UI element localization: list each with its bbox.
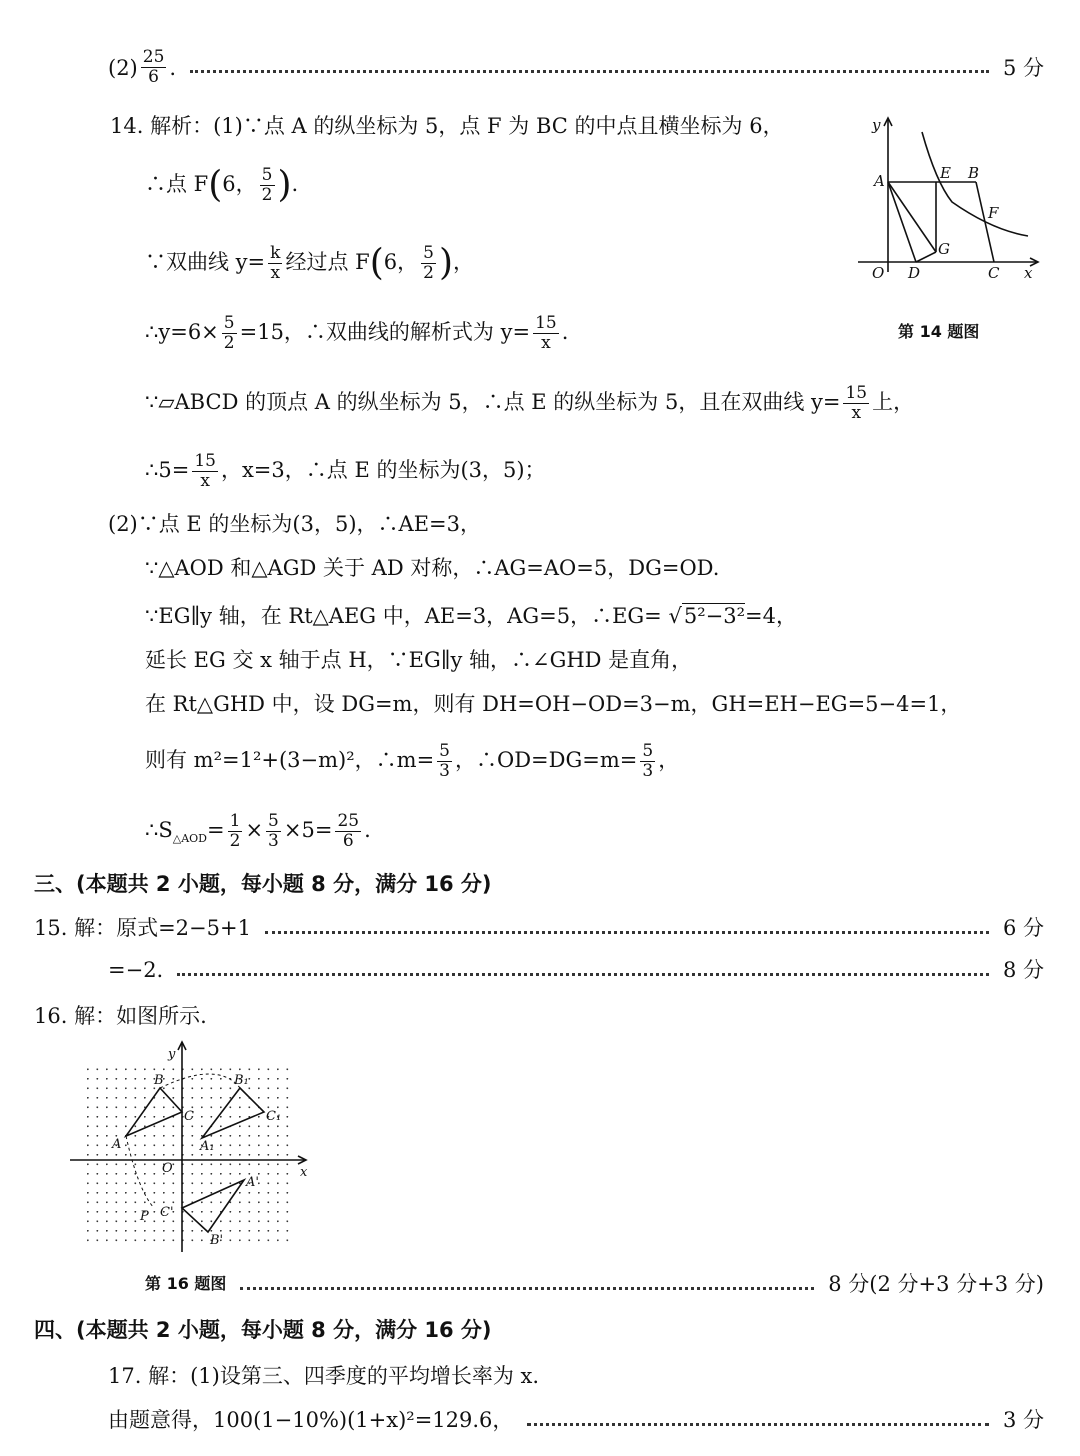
- fig14-label-B: B: [968, 164, 980, 182]
- period: .: [169, 55, 177, 80]
- dot-leader: [527, 1423, 989, 1426]
- q17-row-2: [108, 1406, 1044, 1434]
- fig14-label-A: A: [874, 172, 885, 190]
- score-label: 5 分: [1002, 55, 1044, 80]
- q14-line-3: ∵双曲线 y= $\frac{k}{x}$ 经过点 F(6， $\frac{5}{2}$ )，: [145, 242, 474, 284]
- fig14-label-D: D: [908, 264, 921, 282]
- q17-line-2: 由题意得，100(1−10%)(1+x)²=129.6，: [108, 1408, 514, 1432]
- fig16-label-C1: C₁: [266, 1109, 282, 1124]
- q14-part2-line-5: 在 Rt△GHD 中，设 DG=m，则有 DH=OH−OD=3−m，GH=EH−EG=5−4=1，: [145, 692, 962, 716]
- figure-14-caption: 第 14 题图: [898, 322, 980, 341]
- dot-leader: [190, 70, 989, 73]
- fig16-label-A: A: [112, 1137, 122, 1152]
- fig16-label-B2: B': [210, 1233, 224, 1248]
- fig16-label-B1: B₁: [234, 1073, 249, 1088]
- fig14-label-O: O: [872, 264, 885, 282]
- q14-part2-line-3: ∵EG∥y 轴，在 Rt△AEG 中，AE=3，AG=5，∴EG= √5²−3²=4，: [145, 604, 797, 628]
- q14-part2-line-6: 则有 m²=1²+(3−m)²，∴m= $\frac{5}{3}$ ，∴OD=DG=m= $\frac{5}{3}$ ，: [145, 741, 680, 781]
- fig14-label-E: E: [940, 164, 951, 182]
- q14-line-2: ∴点 F(6， $\frac{5}{2}$ ).: [145, 164, 299, 206]
- fig14-label-F: F: [988, 204, 999, 222]
- dot-leader: [177, 973, 989, 976]
- score-label: 8 分: [1002, 958, 1044, 982]
- score-label: 6 分: [1002, 916, 1044, 940]
- q16-line-1: 16. 解：如图所示.: [34, 1004, 207, 1028]
- fig16-label-P: P: [140, 1209, 149, 1224]
- dot-leader: [265, 931, 989, 934]
- q15-line-2: =−2.: [108, 958, 164, 982]
- fig16-label-C: C: [184, 1109, 194, 1124]
- score-label: 8 分(2 分+3 分+3 分): [828, 1272, 1044, 1296]
- answer-13-part2-row: [108, 48, 1044, 87]
- fraction: $\frac{25}{6}$: [142, 47, 165, 87]
- score-label: 3 分: [1002, 1408, 1044, 1432]
- q14-part2-line-1: (2)∵点 E 的坐标为(3，5)，∴AE=3，: [108, 512, 481, 536]
- section-4-heading: 四、(本题共 2 小题，每小题 8 分，满分 16 分): [34, 1318, 492, 1342]
- fig16-label-A1: A₁: [200, 1139, 215, 1154]
- part-label: (2): [108, 55, 138, 80]
- fig16-label-B: B: [154, 1073, 164, 1088]
- q14-part2-line-4: 延长 EG 交 x 轴于点 H，∵EG∥y 轴，∴∠GHD 是直角，: [145, 648, 693, 672]
- fig14-label-y: y: [872, 116, 881, 134]
- fig16-label-A2: A': [246, 1175, 259, 1190]
- dot-leader: [240, 1287, 814, 1290]
- fig16-label-C2: C': [160, 1205, 174, 1220]
- fig14-label-C: C: [988, 264, 1000, 282]
- fig16-label-O: O: [162, 1161, 173, 1176]
- q14-line-4: ∴y=6× $\frac{5}{2}$ =15，∴双曲线的解析式为 y= $\frac{15}{x}$ .: [145, 313, 569, 353]
- q14-line-5: ∵▱ABCD 的顶点 A 的纵坐标为 5，∴点 E 的纵坐标为 5，且在双曲线 y= $\frac{15}{x}$ 上，: [145, 383, 915, 423]
- section-3-heading: 三、(本题共 2 小题，每小题 8 分，满分 16 分): [34, 872, 492, 896]
- q16-caption-row: [145, 1270, 1044, 1298]
- q14-line-6: ∴5= $\frac{15}{x}$ ，x=3，∴点 E 的坐标为(3，5)；: [145, 451, 546, 491]
- figure-14-diagram: [852, 112, 1048, 288]
- q17-line-1: 17. 解：(1)设第三、四季度的平均增长率为 x.: [108, 1364, 540, 1388]
- figure-16-caption: 第 16 题图: [145, 1274, 227, 1293]
- q15-line-1: 15. 解：原式=2−5+1: [34, 916, 251, 940]
- q14-line-1: 14. 解析：(1)∵点 A 的纵坐标为 5，点 F 为 BC 的中点且横坐标为 6，: [110, 114, 784, 138]
- fig14-label-x: x: [1024, 264, 1033, 282]
- q15-row-1: [34, 914, 1044, 942]
- figure-16-diagram: [68, 1040, 318, 1255]
- q15-row-2: [108, 956, 1044, 984]
- q14-part2-line-7: $\therefore S_{\triangle AOD}=$ $\frac{1}{2}$ × $\frac{5}{3}$ ×5= $\frac{25}{6}$ .: [145, 811, 371, 851]
- fig16-label-x: x: [300, 1165, 308, 1180]
- fig14-label-G: G: [938, 240, 950, 258]
- fig16-label-y: y: [168, 1047, 176, 1062]
- q14-part2-line-2: ∵△AOD 和△AGD 关于 AD 对称，∴AG=AO=5，DG=OD.: [145, 556, 720, 580]
